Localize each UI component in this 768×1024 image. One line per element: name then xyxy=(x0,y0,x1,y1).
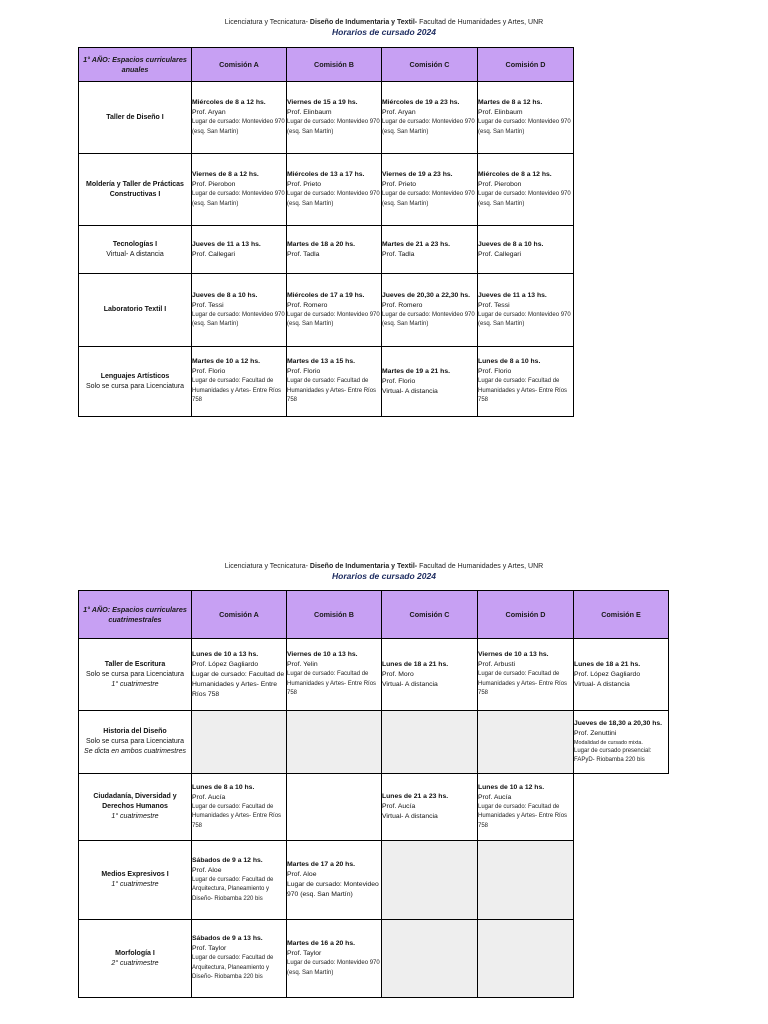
subject-cell: Tecnologías I Virtual- A distancia xyxy=(79,226,192,274)
table-row xyxy=(79,841,669,920)
no-cell xyxy=(574,841,669,920)
column-header: Comisión E xyxy=(574,591,669,639)
schedule-cell: Martes de 18 a 20 hs. Prof. Tadla xyxy=(287,226,382,274)
header-subtitle: Licenciatura y Tecnicatura- Diseño de Indumentaria y Textil- Facultad de Humanidades y Artes, UNR xyxy=(224,19,544,26)
schedule-cell: Martes de 21 a 23 hs. Prof. Tadla xyxy=(382,226,478,274)
schedule-table-annual xyxy=(78,47,574,417)
no-cell xyxy=(574,920,669,998)
column-header: Comisión B xyxy=(287,48,382,82)
subject-cell: Laboratorio Textil I xyxy=(79,274,192,347)
schedule-cell: Jueves de 8 a 10 hs. Prof. Callegari xyxy=(478,226,574,274)
schedule-cell: Jueves de 11 a 13 hs. Prof. Tessi Lugar de cursado: Montevideo 970 (esq. San Martín) xyxy=(478,274,574,347)
table-row xyxy=(79,82,574,154)
schedule-cell: Viernes de 19 a 23 hs. Prof. Prieto Lugar de cursado: Montevideo 970 (esq. San Martín) xyxy=(382,154,478,226)
subject-cell: Taller de Escritura Solo se cursa para Licenciatura 1° cuatrimestre xyxy=(79,639,192,711)
corner-header: 1° AÑO: Espacios curriculares cuatrimestrales xyxy=(79,591,192,639)
empty-cell xyxy=(192,711,287,774)
table-row xyxy=(79,711,669,774)
header-title: Horarios de cursado 2024 xyxy=(332,27,436,37)
page-header-2 xyxy=(0,562,768,582)
table-row xyxy=(79,774,669,841)
table-row xyxy=(79,226,574,274)
schedule-cell: Lunes de 18 a 21 hs. Prof. Moro Virtual- A distancia xyxy=(382,639,478,711)
schedule-cell: Sábados de 9 a 13 hs. Prof. Taylor Lugar de cursado: Facultad de Arquitectura, Planeamiento y Diseño- Riobamba 220 bis xyxy=(192,920,287,998)
schedule-cell: Jueves de 20,30 a 22,30 hs. Prof. Romero Lugar de cursado: Montevideo 970 (esq. San Martín) xyxy=(382,274,478,347)
schedule-cell: Lunes de 8 a 10 hs. Prof. Aucía Lugar de cursado: Facultad de Humanidades y Artes- Entre Ríos 758 xyxy=(192,774,287,841)
schedule-cell: Miércoles de 17 a 19 hs. Prof. Romero Lugar de cursado: Montevideo 970 (esq. San Martín) xyxy=(287,274,382,347)
schedule-cell: Lunes de 10 a 13 hs. Prof. López Gagliardo Lugar de cursado: Facultad de Humanidades y Artes- Entre Ríos 758 xyxy=(192,639,287,711)
schedule-cell: Miércoles de 19 a 23 hs. Prof. Aryan Lugar de cursado: Montevideo 970 (esq. San Martín) xyxy=(382,82,478,154)
table-row xyxy=(79,154,574,226)
column-header: Comisión C xyxy=(382,48,478,82)
column-header: Comisión C xyxy=(382,591,478,639)
schedule-cell: Martes de 10 a 12 hs. Prof. Florio Lugar de cursado: Facultad de Humanidades y Artes- Entre Ríos 758 xyxy=(192,347,287,417)
column-header: Comisión D xyxy=(478,591,574,639)
header-subtitle: Licenciatura y Tecnicatura- Diseño de Indumentaria y Textil- Facultad de Humanidades y Artes, UNR xyxy=(224,563,544,570)
subject-cell: Ciudadanía, Diversidad y Derechos Humanos 1° cuatrimestre xyxy=(79,774,192,841)
schedule-cell: Lunes de 10 a 12 hs. Prof. Aucía Lugar de cursado: Facultad de Humanidades y Artes- Entre Ríos 758 xyxy=(478,774,574,841)
subject-cell: Taller de Diseño I xyxy=(79,82,192,154)
subject-cell: Lenguajes Artísticos Solo se cursa para Licenciatura xyxy=(79,347,192,417)
subject-cell: Morfología I 2° cuatrimestre xyxy=(79,920,192,998)
table-header-row xyxy=(79,48,574,82)
table-header-row xyxy=(79,591,669,639)
schedule-cell: Sábados de 9 a 12 hs. Prof. Aloe Lugar de cursado: Facultad de Arquitectura, Planeamiento y Diseño- Riobamba 220 bis xyxy=(192,841,287,920)
subject-cell: Moldería y Taller de Prácticas Constructivas I xyxy=(79,154,192,226)
empty-cell xyxy=(478,920,574,998)
schedule-cell: Viernes de 10 a 13 hs. Prof. Yelin Lugar de cursado: Facultad de Humanidades y Artes- Entre Ríos 758 xyxy=(287,639,382,711)
schedule-cell: Miércoles de 8 a 12 hs. Prof. Aryan Lugar de cursado: Montevideo 970 (esq. San Martín) xyxy=(192,82,287,154)
table-row xyxy=(79,920,669,998)
schedule-cell: Jueves de 11 a 13 hs. Prof. Callegari xyxy=(192,226,287,274)
empty-cell xyxy=(382,841,478,920)
subject-cell: Medios Expresivos I 1° cuatrimestre xyxy=(79,841,192,920)
table-row xyxy=(79,347,574,417)
table-row xyxy=(79,639,669,711)
table-row xyxy=(79,274,574,347)
header-title: Horarios de cursado 2024 xyxy=(332,571,436,581)
empty-cell xyxy=(382,711,478,774)
subject-cell: Historia del Diseño Solo se cursa para Licenciatura Se dicta en ambos cuatrimestres xyxy=(79,711,192,774)
empty-cell xyxy=(287,711,382,774)
corner-header: 1° AÑO: Espacios curriculares anuales xyxy=(79,48,192,82)
column-header: Comisión A xyxy=(192,48,287,82)
schedule-cell: Lunes de 18 a 21 hs. Prof. López Gagliardo Virtual- A distancia xyxy=(574,639,669,711)
empty-cell xyxy=(382,920,478,998)
schedule-cell: Martes de 8 a 12 hs. Prof. Elinbaum Lugar de cursado: Montevideo 970 (esq. San Martín) xyxy=(478,82,574,154)
column-header: Comisión D xyxy=(478,48,574,82)
blank-cell xyxy=(287,774,382,841)
empty-cell xyxy=(478,841,574,920)
schedule-cell: Viernes de 8 a 12 hs. Prof. Pierobon Lugar de cursado: Montevideo 970 (esq. San Martín) xyxy=(192,154,287,226)
schedule-cell: Jueves de 8 a 10 hs. Prof. Tessi Lugar de cursado: Montevideo 970 (esq. San Martín) xyxy=(192,274,287,347)
schedule-cell: Martes de 19 a 21 hs. Prof. Florio Virtual- A distancia xyxy=(382,347,478,417)
schedule-cell: Martes de 16 a 20 hs. Prof. Taylor Lugar de cursado: Montevideo 970 (esq. San Martín) xyxy=(287,920,382,998)
schedule-cell: Lunes de 21 a 23 hs. Prof. Aucía Virtual- A distancia xyxy=(382,774,478,841)
page-header-1 xyxy=(0,18,768,38)
schedule-cell: Miércoles de 8 a 12 hs. Prof. Pierobon Lugar de cursado: Montevideo 970 (esq. San Martín) xyxy=(478,154,574,226)
schedule-cell: Viernes de 10 a 13 hs. Prof. Arbusti Lugar de cursado: Facultad de Humanidades y Artes- Entre Ríos 758 xyxy=(478,639,574,711)
column-header: Comisión A xyxy=(192,591,287,639)
schedule-cell: Lunes de 8 a 10 hs. Prof. Florio Lugar de cursado: Facultad de Humanidades y Artes- Entre Ríos 758 xyxy=(478,347,574,417)
no-cell xyxy=(574,774,669,841)
schedule-cell: Martes de 17 a 20 hs. Prof. Aloe Lugar de cursado: Montevideo 970 (esq. San Martín) xyxy=(287,841,382,920)
schedule-cell: Jueves de 18,30 a 20,30 hs. Prof. Zenuttini Modalidad de cursado mixta. Lugar de cursado presencial: FAPyD- Riobamba 220 bis xyxy=(574,711,669,774)
schedule-table-cuatrimestral xyxy=(78,590,669,998)
empty-cell xyxy=(478,711,574,774)
schedule-cell: Martes de 13 a 15 hs. Prof. Florio Lugar de cursado: Facultad de Humanidades y Artes- Entre Ríos 758 xyxy=(287,347,382,417)
column-header: Comisión B xyxy=(287,591,382,639)
schedule-cell: Viernes de 15 a 19 hs. Prof. Elinbaum Lugar de cursado: Montevideo 970 (esq. San Martín) xyxy=(287,82,382,154)
schedule-cell: Miércoles de 13 a 17 hs. Prof. Prieto Lugar de cursado: Montevideo 970 (esq. San Martín) xyxy=(287,154,382,226)
